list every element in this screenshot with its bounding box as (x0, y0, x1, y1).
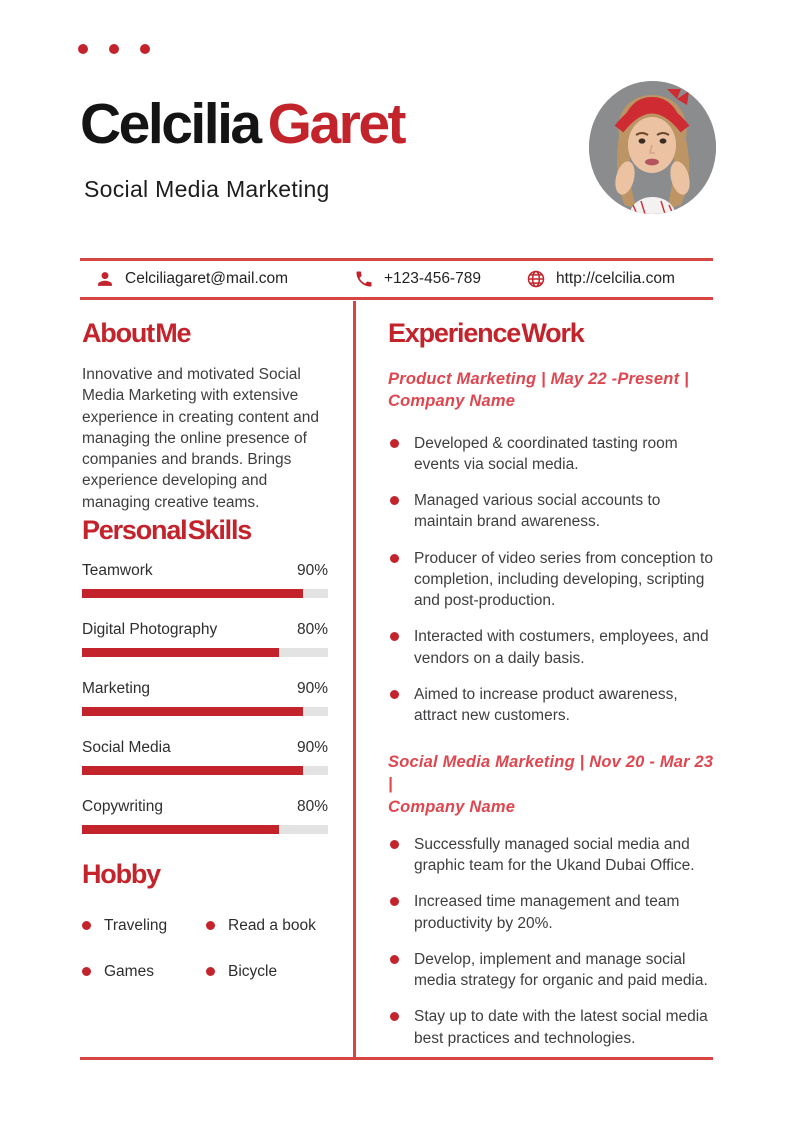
skills-heading: Personal Skills (82, 514, 252, 545)
column-divider (353, 301, 356, 1057)
job-role-line: Social Media Marketing | Nov 20 - Mar 23 | (388, 753, 714, 794)
skill-item (82, 739, 328, 775)
left-column (82, 316, 328, 981)
skill-item (82, 621, 328, 657)
experience-bullet: Producer of video series from conception to completion, including developing, scripting and post-production. (388, 548, 714, 612)
right-column (388, 316, 714, 1049)
phone-icon (354, 269, 374, 289)
bottom-rule (80, 1057, 713, 1060)
skill-label: Digital Photography (82, 620, 218, 638)
experience-bullet: Successfully managed social media and graphic team for the Ukand Dubai Office. (388, 834, 714, 876)
last-name: Garet (267, 92, 405, 156)
contact-website[interactable] (526, 261, 675, 297)
skill-percent: 90% (296, 561, 328, 579)
bullet-icon (82, 921, 91, 930)
about-heading: About Me (82, 318, 191, 348)
skill-label: Copywriting (82, 797, 163, 815)
globe-icon (526, 269, 546, 289)
bullet-icon (206, 967, 215, 976)
experience-bullet-list (388, 433, 714, 727)
experience-bullet: Developed & coordinated tasting room events via social media. (388, 433, 714, 475)
hobby-item (206, 917, 328, 935)
skill-bar-track (82, 825, 328, 834)
skill-bar-track (82, 766, 328, 775)
skill-percent: 90% (296, 738, 328, 756)
experience-bullet: Increased time management and team productivity by 20%. (388, 891, 714, 933)
skill-bar-fill (82, 648, 279, 657)
hobby-list (82, 917, 328, 981)
hobby-label: Games (104, 962, 154, 980)
job-company-line: Company Name (388, 392, 516, 411)
hobby-heading: Hobby (82, 858, 160, 889)
skills-list (82, 562, 328, 834)
bullet-icon (206, 921, 215, 930)
email-text: Celciliagaret@mail.com (125, 270, 289, 287)
about-text: Innovative and motivated Social Media Marketing with extensive experience in creating content and managing the online presence of companies and brands. Brings experience developing and managing creative teams. (82, 366, 319, 511)
decorative-dots (78, 44, 150, 54)
skill-bar-fill (82, 825, 279, 834)
experience-bullet: Aimed to increase product awareness, attract new customers. (388, 684, 714, 726)
skill-bar-track (82, 589, 328, 598)
bullet-icon (82, 967, 91, 976)
experience-bullet-list (388, 834, 714, 1049)
experience-bullet: Stay up to date with the latest social media best practices and technologies. (388, 1006, 714, 1048)
skill-label: Marketing (82, 679, 151, 697)
hobby-label: Read a book (228, 916, 316, 934)
contact-email[interactable] (95, 261, 288, 297)
hobby-item (82, 963, 206, 981)
skill-percent: 80% (296, 797, 328, 815)
job-title: Social Media Marketing (84, 176, 330, 202)
skill-bar-track (82, 648, 328, 657)
job-subtitle (388, 751, 714, 818)
phone-text: +123-456-789 (384, 270, 481, 287)
experience-bullet: Develop, implement and manage social media strategy for organic and paid media. (388, 949, 714, 991)
skill-label: Social Media (82, 738, 171, 756)
job-role-line: Product Marketing | May 22 -Present | (388, 370, 689, 389)
skill-item (82, 798, 328, 834)
hobby-label: Traveling (104, 916, 168, 934)
job-subtitle (388, 368, 714, 413)
portrait-illustration (589, 81, 716, 214)
dot-icon (109, 44, 119, 54)
profile-photo (589, 81, 716, 214)
skill-bar-fill (82, 589, 303, 598)
skill-bar-fill (82, 766, 303, 775)
skill-item (82, 562, 328, 598)
experience-bullet: Interacted with costumers, employees, and vendors on a daily basis. (388, 626, 714, 668)
skill-bar-fill (82, 707, 303, 716)
person-icon (95, 269, 115, 289)
skill-percent: 90% (296, 679, 328, 697)
first-name: Celcilia (80, 92, 260, 156)
skill-bar-track (82, 707, 328, 716)
skill-percent: 80% (296, 620, 328, 638)
website-text: http://celcilia.com (556, 270, 675, 287)
hobby-item (206, 963, 328, 981)
dot-icon (78, 44, 88, 54)
experience-heading: Experience Work (388, 318, 584, 348)
hobby-label: Bicycle (228, 962, 278, 980)
hobby-item (82, 917, 206, 935)
skill-item (82, 680, 328, 716)
person-name (80, 90, 404, 158)
dot-icon (140, 44, 150, 54)
job-company-line: Company Name (388, 797, 516, 816)
experience-bullet: Managed various social accounts to maintain brand awareness. (388, 490, 714, 532)
skill-label: Teamwork (82, 561, 153, 579)
contact-phone[interactable] (354, 261, 481, 297)
contact-bar (80, 258, 713, 300)
